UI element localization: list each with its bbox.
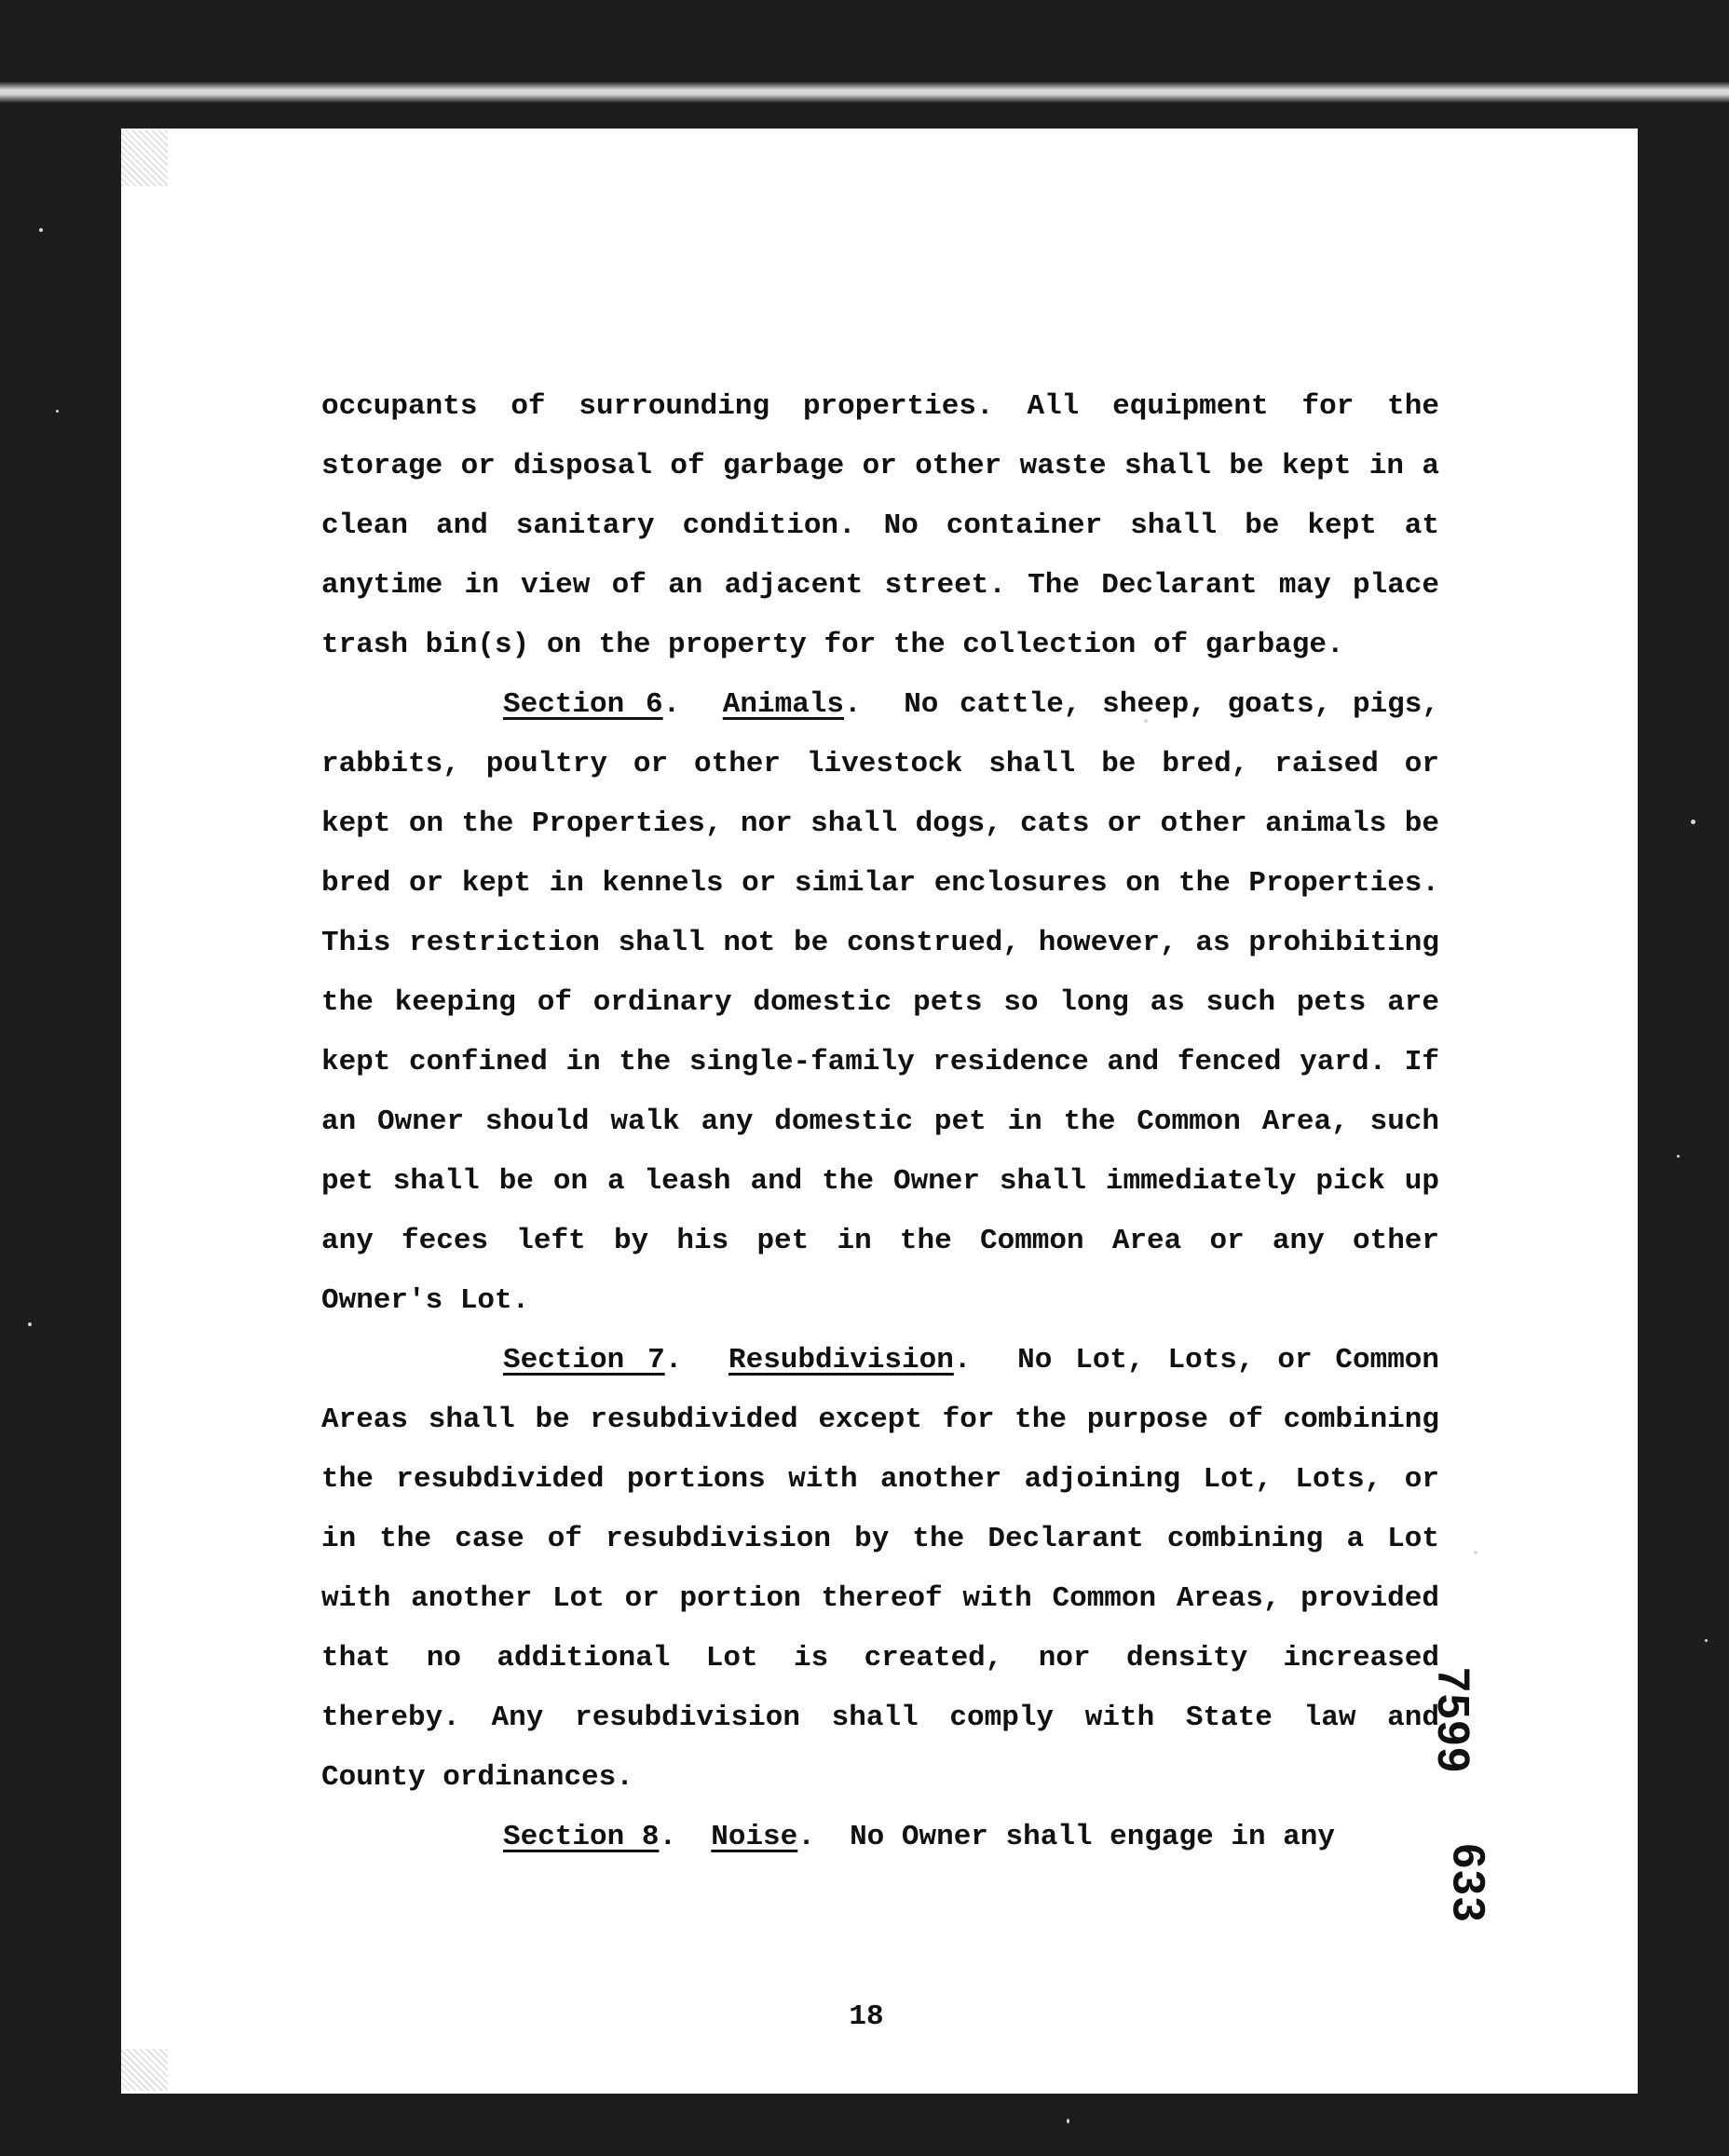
paragraph [321,1331,1439,1808]
scan-noise-top-left [121,130,168,186]
heading-punctuation: . [953,1344,1018,1376]
scan-noise-bottom-left [121,2049,168,2091]
paragraph-text: No Lot, Lots, or Common Areas shall be resubdivided except for the purpose of combining the resubdivided portions with another adjoining Lot, Lots, or in the case of resubdivision by the Declarant combining a Lot with another Lot or portion thereof with Common Areas, provided that no additional Lot is created, nor density increased thereby. Any resubdivision shall comply with State law and County ordinances. [321,1344,1440,1794]
heading-punctuation: . [662,688,723,721]
paragraph [321,377,1439,675]
section-number: Section 6 [503,688,663,721]
heading-punctuation: . [844,688,905,721]
scan-speck [1067,2119,1069,2123]
page-number: 18 [849,2000,884,2033]
scan-speck [56,410,59,413]
scan-speck [1474,1551,1477,1554]
paragraph [321,1808,1439,1867]
scan-speck [1705,1639,1708,1642]
section-title: Resubdivision [728,1344,954,1376]
margin-stamp-page: 633 [1443,1843,1493,1924]
section-number: Section 8 [503,1821,660,1853]
scan-speck [1677,1155,1680,1158]
section-number: Section 7 [503,1344,665,1376]
heading-punctuation: . [664,1344,728,1376]
paragraph-text: No cattle, sheep, goats, pigs, rabbits, poultry or other livestock shall be bred, raised or kept on the Properties, nor shall dogs, cats or other animals be bred or kept in kennels or similar enclosures on the Properties. This restriction shall not be construed, however, as prohibiting the keeping of ordinary domestic pets so long as such pets are kept confined in the single-family residence and fenced yard. If an Owner should walk any domestic pet in the Common Area, such pet shall be on a leash and the Owner shall immediately pick up any feces left by his pet in the Common Area or any other Owner's Lot. [321,688,1439,1317]
scan-speck [28,1322,32,1326]
section-title: Noise [711,1821,798,1853]
heading-punctuation: . [659,1821,712,1853]
scan-speck [1691,820,1695,824]
paragraph-text: No Owner shall engage in any [850,1821,1335,1853]
paragraph-text: occupants of surrounding properties. All equipment for the storage or disposal of garbage or other waste shall be kept in a clean and sanitary condition. No container shall be kept at anytime in view of an adjacent street. The Declarant may place trash bin(s) on the property for the collection of garbage. [321,390,1439,661]
heading-punctuation: . [797,1821,851,1853]
scan-top-edge [0,82,1729,102]
paragraph [321,675,1439,1331]
scan-speck [39,228,43,232]
margin-stamp-book: 7599 [1427,1667,1477,1774]
document-body [321,377,1439,1867]
section-title: Animals [722,688,845,721]
